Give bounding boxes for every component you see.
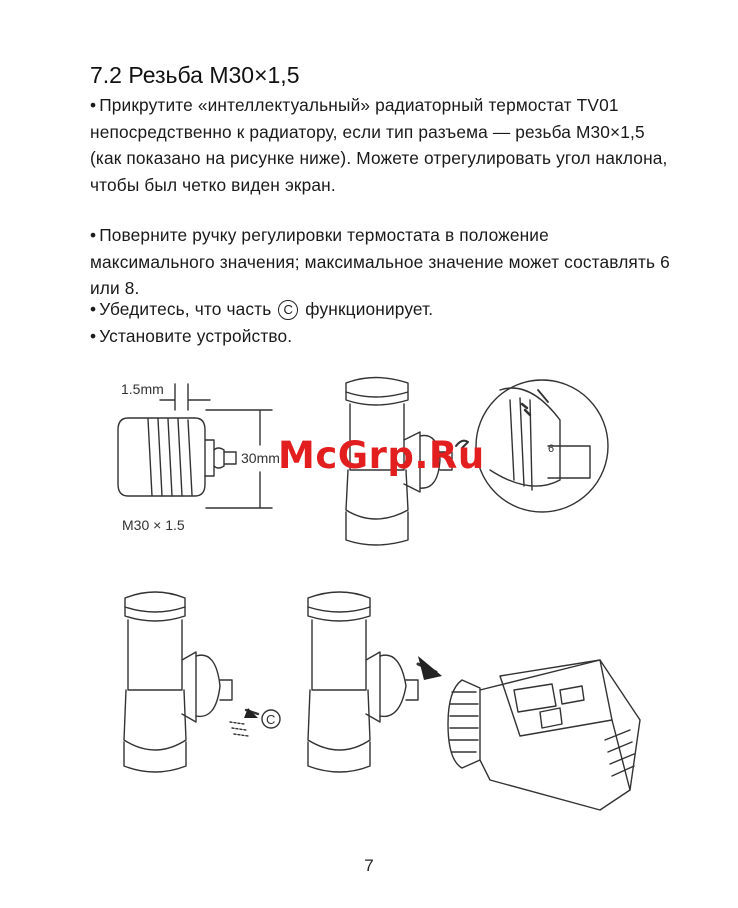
arrow-icon: [418, 656, 442, 680]
dial-value-label: 6: [548, 443, 555, 455]
instruction-text-3a: Убедитесь, что часть: [99, 299, 272, 319]
valve-part-c-diagram: [124, 592, 258, 772]
page-number: 7: [364, 856, 374, 875]
thread-connector-diagram: [118, 384, 272, 508]
bullet: •: [90, 95, 97, 115]
watermark: McGrp.Ru: [278, 434, 485, 477]
instruction-text-4: Установите устройство.: [99, 326, 293, 346]
part-c-label: C: [266, 712, 276, 727]
section-heading: 7.2 Резьба M30×1,5: [90, 62, 300, 88]
bullet: •: [90, 326, 97, 346]
diameter-label: 30mm: [241, 450, 280, 466]
thermostat-installation-diagram: [308, 592, 640, 810]
thread-pitch-label: 1.5mm: [121, 381, 164, 397]
instruction-text-3b: функционирует.: [305, 299, 434, 319]
instruction-text-1: Прикрутите «интеллектуальный» радиаторный термостат TV01 непосредственно к радиатору, если тип разъема — резьба M30×1,5 (как показано на рисунке ниже). Можете отрегулировать угол наклона, чтобы был четко виден экран.: [90, 95, 668, 195]
bullet: •: [90, 299, 97, 319]
knob-detail-diagram: [476, 380, 608, 512]
part-c-marker: C: [278, 300, 298, 320]
bullet: •: [90, 225, 97, 245]
instruction-text-2: Поверните ручку регулировки термостата в положение максимального значения; максимальное значение может составлять 6 или 8.: [90, 225, 670, 298]
thread-spec-label: M30 × 1.5: [122, 517, 185, 533]
